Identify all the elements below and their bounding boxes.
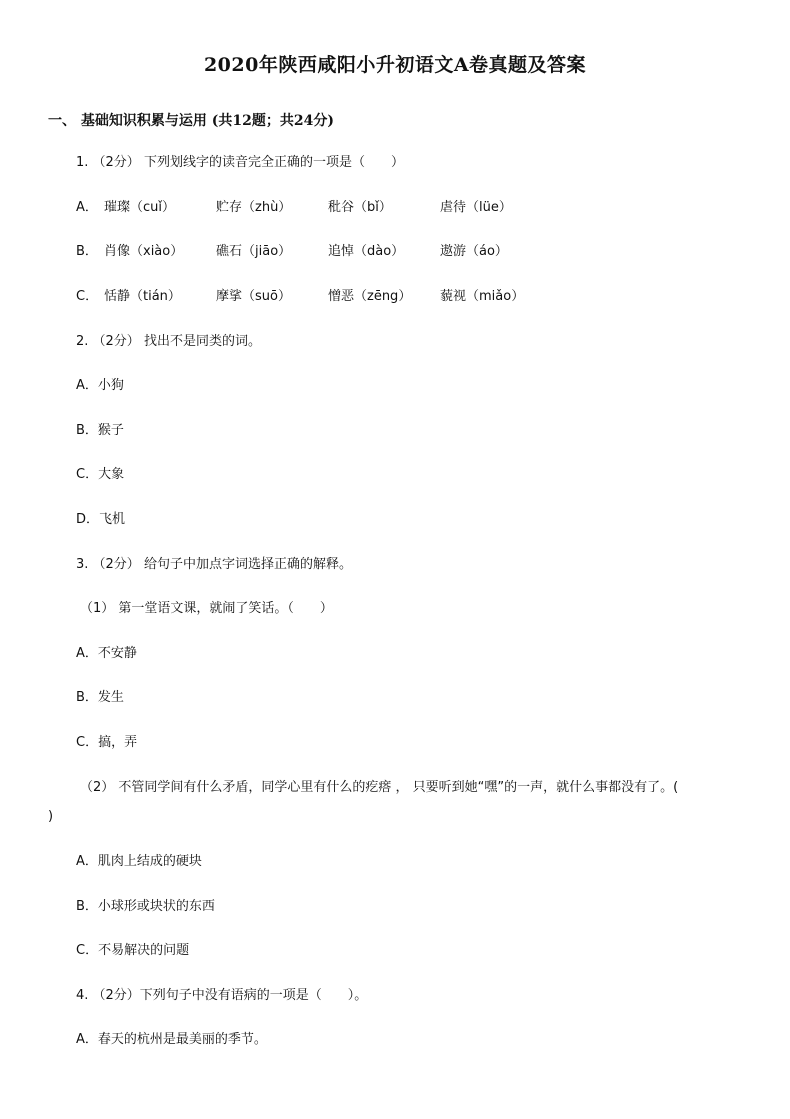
- option-item: 藐视（miǎo）: [440, 289, 525, 304]
- question-2-option-b: B．猴子: [76, 423, 124, 438]
- question-3-sub-2-option-a: A．肌肉上结成的硬块: [76, 854, 202, 869]
- question-1-option-a: [76, 199, 776, 217]
- question-3-sub-2-stem-continuation: ): [48, 809, 54, 824]
- question-2-stem: 2. （2分） 找出不是同类的词。: [76, 334, 261, 349]
- question-3-sub-1-option-a: A．不安静: [76, 646, 137, 661]
- option-label: B．: [76, 244, 98, 259]
- question-1-option-b: [76, 243, 776, 261]
- question-3-sub-2-stem: （2） 不管同学间有什么矛盾，同学心里有什么的疙瘩 ， 只要听到她“嘿”的一声，就什么事都没有了。(: [80, 780, 679, 795]
- question-3-sub-1-stem: （1） 第一堂语文课，就闹了笑话。（ ）: [80, 601, 333, 616]
- option-item: 璀璨（cuǐ）: [104, 200, 175, 215]
- question-3-sub-1-option-b: B．发生: [76, 690, 124, 705]
- option-item: 虐待（lüe）: [440, 200, 512, 215]
- page-title: 2020年陕西咸阳小升初语文A卷真题及答案: [203, 54, 587, 76]
- option-item: 追悼（dào）: [328, 244, 405, 259]
- option-item: 贮存（zhù）: [216, 200, 292, 215]
- question-3-sub-2-option-b: B．小球形或块状的东西: [76, 899, 215, 914]
- option-item: 遨游（áo）: [440, 244, 508, 259]
- option-item: 摩挲（suō）: [216, 289, 291, 304]
- option-label: C．: [76, 289, 99, 304]
- option-item: 恬静（tián）: [104, 289, 181, 304]
- question-3-stem: 3. （2分） 给句子中加点字词选择正确的解释。: [76, 557, 352, 572]
- section-heading: 一、 基础知识积累与运用 (共12题；共24分): [48, 113, 334, 129]
- question-2-option-a: A．小狗: [76, 378, 124, 393]
- question-3-sub-2-option-c: C．不易解决的问题: [76, 943, 190, 958]
- question-1-option-c: [76, 288, 776, 306]
- question-2-option-d: D．飞机: [76, 512, 126, 527]
- option-item: 肖像（xiào）: [104, 244, 184, 259]
- question-4-stem: 4. （2分）下列句子中没有语病的一项是（ ）。: [76, 988, 368, 1003]
- option-label: A．: [76, 200, 98, 215]
- question-4-option-a: A．春天的杭州是最美丽的季节。: [76, 1032, 267, 1047]
- question-1-stem: 1. （2分） 下列划线字的读音完全正确的一项是（ ）: [76, 155, 404, 170]
- question-2-option-c: C．大象: [76, 467, 125, 482]
- option-item: 秕谷（bǐ）: [328, 200, 392, 215]
- option-item: 礁石（jiāo）: [216, 244, 292, 259]
- option-item: 憎恶（zēng）: [328, 289, 412, 304]
- question-3-sub-1-option-c: C．搞，弄: [76, 735, 138, 750]
